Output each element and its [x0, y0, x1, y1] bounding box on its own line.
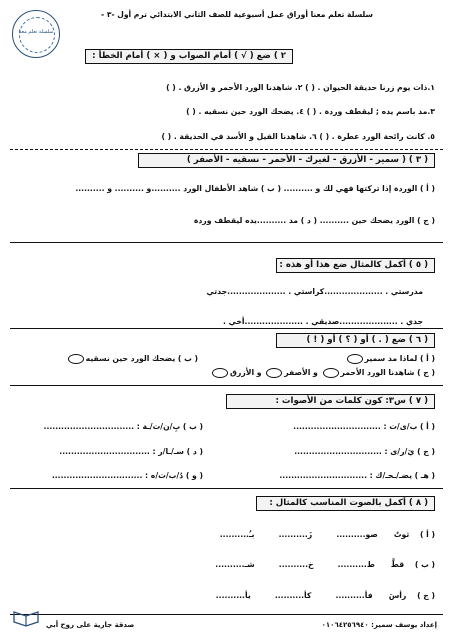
answer-oval[interactable]	[212, 368, 228, 378]
tf-row-2: ٣.مد باسم يده ; ليقطف وردة . ( ) ٤. يضحك الورد حين نسقيه . ( )	[186, 107, 435, 116]
divider	[10, 242, 443, 243]
build-row-3b: ( و ) دُ/ب/ت/ه : ...............................	[51, 471, 203, 480]
punct-text-d: و الأصفر	[284, 368, 318, 377]
fill-row-1: ( أ ) الوردة إذا تركتها فهي لك و .......... ( ب ) شاهد الأطفال الورد ..........و .......... و ..........	[75, 184, 435, 193]
build-row-2a: ( ج ) يَ/ر/ى : ..............................	[294, 447, 435, 456]
row-label: ( ب )	[414, 560, 435, 569]
logo-text: سلسلة تعلم معنا	[18, 29, 54, 35]
punct-row-1b	[66, 354, 198, 364]
worksheet-page	[10, 6, 443, 634]
example-word: قطَّ	[390, 560, 405, 569]
row-label: ( ج )	[417, 591, 435, 600]
section-this-these-title: ( ٥ ) أكمل كالمثال ضع هذا أو هذه :	[276, 258, 435, 273]
answer-oval[interactable]	[266, 368, 282, 378]
tf-row-1: ١.ذات يوم زرنا حديقة الحيوان . ( ) ٢. شاهدنا الورد الأحمر و الأزرق . ( )	[166, 83, 435, 92]
build-row-1b: ( ب ) بِ/ن/ت/ـة : ...............................	[43, 422, 203, 431]
sound-blank: زَ..........	[278, 530, 313, 539]
section-true-false-title: ٢ ) ضع ( √ ) أمام الصواب و ( × ) أمام الخطأ :	[85, 49, 293, 64]
divider	[10, 149, 443, 150]
section-sounds-title: ( ٨ ) أكمل بالصوت المناسب كالمثال :	[256, 496, 435, 511]
footer-author: إعداد يوسف سمير: ٠١٠٦٤٢٥٦٩٤٠	[321, 621, 437, 629]
punct-text-b: ( ب ) يضحك الورد حين نسقيه	[85, 354, 198, 363]
build-row-1a: ( أ ) ب/ى/ت : ..............................	[293, 422, 435, 431]
punct-row-1a	[345, 354, 435, 364]
tf-row-3: ٥. كانت رائحة الورد عطرة . ( ) ٦. شاهدنا الفيل و الأسد في الحديقة . ( )	[161, 132, 435, 141]
section-word-bank-title: ( ٣ ) ( سمير - الأزرق - لغيرك - الأحمر - نسقيه - الأصفر )	[138, 153, 435, 168]
punct-text-c: ( ج ) شاهدنا الورد الأحمر	[340, 368, 435, 377]
logo-ring	[19, 17, 55, 53]
this-row-2: جدي . ....................صديقي . ....................أخي .	[222, 317, 423, 326]
build-row-2b: ( د ) سـ/ـا/ر : ...............................	[59, 447, 203, 456]
answer-oval[interactable]	[347, 354, 363, 364]
section-build-words-title: ( ٧ ) س٣: كون كلمات من الأصوات :	[226, 394, 435, 409]
sounds-row-3	[216, 591, 435, 600]
build-row-3a: ( هـ ) يضـ/ـحـ/ك : ..............................	[279, 471, 435, 480]
example-word: رأسَ	[388, 591, 407, 600]
punct-text-a: ( أ ) لماذا مد سمير	[364, 354, 435, 363]
sound-blank: بـُ..........	[219, 530, 255, 539]
sound-blank: شـ..........	[215, 560, 255, 569]
sounds-row-1	[220, 530, 435, 539]
sound-blank: يأ..........	[215, 591, 251, 600]
top-header	[10, 6, 443, 26]
divider	[10, 614, 443, 615]
sound-blank: ط..........	[337, 560, 375, 569]
punct-row-2	[210, 368, 435, 378]
divider	[10, 488, 443, 489]
fill-row-2: ( ج ) الورد يضحك حين .......... ( د ) مد ..........يده ليقطف وردة	[193, 216, 435, 225]
answer-oval[interactable]	[68, 354, 84, 364]
sound-blank: خ..........	[278, 560, 314, 569]
divider	[10, 328, 443, 329]
divider	[10, 385, 443, 386]
footer-dedication: صدقة جارية على روح أبي	[46, 621, 135, 629]
answer-oval[interactable]	[323, 368, 339, 378]
punct-text-e: و الأزرق	[230, 368, 262, 377]
series-title: سلسلة تعلم معنا أوراق عمل أسبوعية للصف الثاني الابتدائي ترم أول -٣ -	[101, 10, 373, 19]
example-word: ثوتٌ	[393, 530, 410, 539]
sounds-row-2	[215, 560, 435, 569]
sound-blank: كأ..........	[274, 591, 312, 600]
sound-blank: فأ..........	[335, 591, 373, 600]
open-book-icon	[12, 606, 40, 628]
row-label: ( أ )	[419, 530, 435, 539]
section-punctuation-title: ( ٦ ) ضع ( . ) أو ( ؟ ) أو ( ! )	[276, 333, 435, 348]
this-row-1: مدرستي . ....................كراستي . ....................جدتي	[206, 287, 423, 296]
footer	[10, 618, 443, 634]
sound-blank: صو..........	[336, 530, 378, 539]
series-logo	[12, 10, 60, 58]
